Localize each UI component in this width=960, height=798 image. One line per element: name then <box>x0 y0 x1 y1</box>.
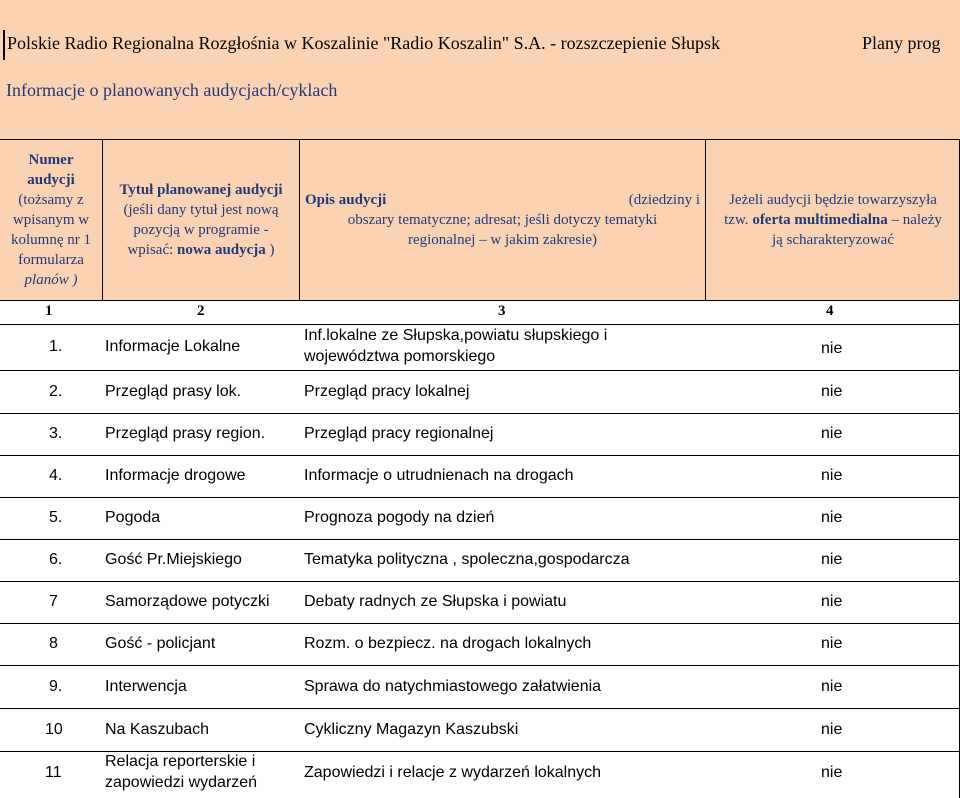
row7-description: Debaty radnych ze Słupska i powiatu <box>304 593 567 610</box>
row2-title: Przegląd prasy lok. <box>105 383 242 400</box>
row8-number: 8 <box>49 635 58 652</box>
col-header-description <box>300 140 705 300</box>
grid-hline-numbers <box>0 324 960 325</box>
row10-title: Na Kaszubach <box>105 721 210 738</box>
row2-description: Przegląd pracy lokalnej <box>304 383 470 400</box>
col-header-title <box>103 140 299 300</box>
row7-title: Samorządowe potyczki <box>105 593 270 610</box>
grid-hline-row10 <box>0 751 960 752</box>
row1-number: 1. <box>49 338 63 355</box>
row3-multimedia: nie <box>821 425 843 442</box>
grid-hline-row4 <box>0 497 960 498</box>
row4-title: Informacje drogowe <box>105 467 246 484</box>
row5-multimedia: nie <box>821 509 843 526</box>
col2-line4c: ) <box>265 242 275 258</box>
col-header-number <box>0 140 102 300</box>
document-title-right: Plany prog <box>862 33 941 53</box>
row9-description: Sprawa do natychmiastowego załatwienia <box>304 678 602 695</box>
grid-hline-row8 <box>0 665 960 666</box>
grid-hline-row7 <box>0 623 960 624</box>
col2-line4a: wpisać: <box>127 242 178 258</box>
grid-hline-row1 <box>0 370 960 371</box>
grid-hline-row3 <box>0 455 960 456</box>
col2-line2: (jeśli dany tytuł jest nową <box>123 202 279 218</box>
grid-hline-row5 <box>0 539 960 540</box>
col1-line2: audycji <box>27 172 75 188</box>
row1-title: Informacje Lokalne <box>105 338 241 355</box>
col2-line3: pozycją w programie - <box>133 222 269 238</box>
row10-description: Cykliczny Magazyn Kaszubski <box>304 721 519 738</box>
col3-line3: regionalnej – w jakim zakresie) <box>407 232 598 248</box>
col-header-multimedia <box>706 140 960 300</box>
grid-vline-2 <box>299 140 300 300</box>
row6-multimedia: nie <box>821 551 843 568</box>
row11-title-line2: zapowiedzi wydarzeń <box>105 774 258 791</box>
header-left-border <box>3 30 5 60</box>
col-number-1: 1 <box>45 303 53 319</box>
row5-number: 5. <box>49 509 63 526</box>
row2-number: 2. <box>49 383 63 400</box>
row3-description: Przegląd pracy regionalnej <box>304 425 494 442</box>
row6-title: Gość Pr.Miejskiego <box>105 551 242 568</box>
col-number-3: 3 <box>498 303 506 319</box>
row11-multimedia: nie <box>821 764 843 781</box>
row3-title: Przegląd prasy region. <box>105 425 266 442</box>
row5-title: Pogoda <box>105 509 161 526</box>
row11-number: 11 <box>45 764 62 781</box>
row10-multimedia: nie <box>821 721 843 738</box>
col1-line7: planów ) <box>24 272 78 288</box>
col3-line1a: Opis audycji <box>305 192 387 208</box>
col1-line3: (tożsamy z <box>18 192 84 208</box>
row4-multimedia: nie <box>821 467 843 484</box>
row9-multimedia: nie <box>821 678 843 695</box>
col1-line6: formularza <box>18 252 84 268</box>
col3-line2: obszary tematyczne; adresat; jeśli dotyczy tematyki <box>347 212 658 228</box>
row1-multimedia: nie <box>821 340 843 357</box>
row11-description: Zapowiedzi i relacje z wydarzeń lokalnych <box>304 764 602 781</box>
header-band <box>0 0 960 139</box>
row10-number: 10 <box>45 721 63 738</box>
document-subtitle: Informacje o planowanych audycjach/cyklach <box>6 80 338 100</box>
row7-multimedia: nie <box>821 593 843 610</box>
col4-line2a: tzw. <box>724 212 753 228</box>
row7-number: 7 <box>49 593 58 610</box>
col4-line3: ją scharakteryzować <box>771 232 894 248</box>
grid-vline-3 <box>705 140 706 300</box>
row9-number: 9. <box>49 678 63 695</box>
document-title: Polskie Radio Regionalna Rozgłośnia w Koszalinie "Radio Koszalin" S.A. - rozszczepienie Słupsk <box>7 33 721 53</box>
row6-description: Tematyka polityczna , spoleczna,gospodarcza <box>304 551 630 568</box>
row8-description: Rozm. o bezpiecz. na drogach lokalnych <box>304 635 592 652</box>
col2-line1: Tytuł planowanej audycji <box>119 182 283 198</box>
row2-multimedia: nie <box>821 383 843 400</box>
grid-hline-row6 <box>0 581 960 582</box>
grid-vline-1 <box>102 140 103 300</box>
grid-hline-row9 <box>0 708 960 709</box>
col3-line1b: (dziedziny i <box>628 192 700 208</box>
row11-title-line1: Relacja reporterskie i <box>105 753 256 770</box>
row1-description-line1: Inf.lokalne ze Słupska,powiatu słupskiego i <box>304 327 608 344</box>
grid-hline-row2 <box>0 413 960 414</box>
row9-title: Interwencja <box>105 678 187 695</box>
col1-line4: wpisanym w <box>12 212 90 228</box>
col1-line1: Numer <box>28 152 74 168</box>
row8-multimedia: nie <box>821 635 843 652</box>
col4-line2b: oferta multimedialna <box>752 212 888 228</box>
col2-line4b: nowa audycja <box>177 242 266 258</box>
row4-number: 4. <box>49 467 63 484</box>
row8-title: Gość - policjant <box>105 635 216 652</box>
col4-line2c: – należy <box>887 212 942 228</box>
row6-number: 6. <box>49 551 63 568</box>
col4-line1: Jeżeli audycji będzie towarzyszyła <box>729 192 937 208</box>
row3-number: 3. <box>49 425 63 442</box>
row5-description: Prognoza pogody na dzień <box>304 509 495 526</box>
col-number-4: 4 <box>826 303 834 319</box>
row1-description-line2: województwa pomorskiego <box>304 348 496 365</box>
col-number-2: 2 <box>197 303 205 319</box>
row4-description: Informacje o utrudnienach na drogach <box>304 467 574 484</box>
grid-hline-header <box>0 300 960 301</box>
col1-line5: kolumnę nr 1 <box>11 232 91 248</box>
